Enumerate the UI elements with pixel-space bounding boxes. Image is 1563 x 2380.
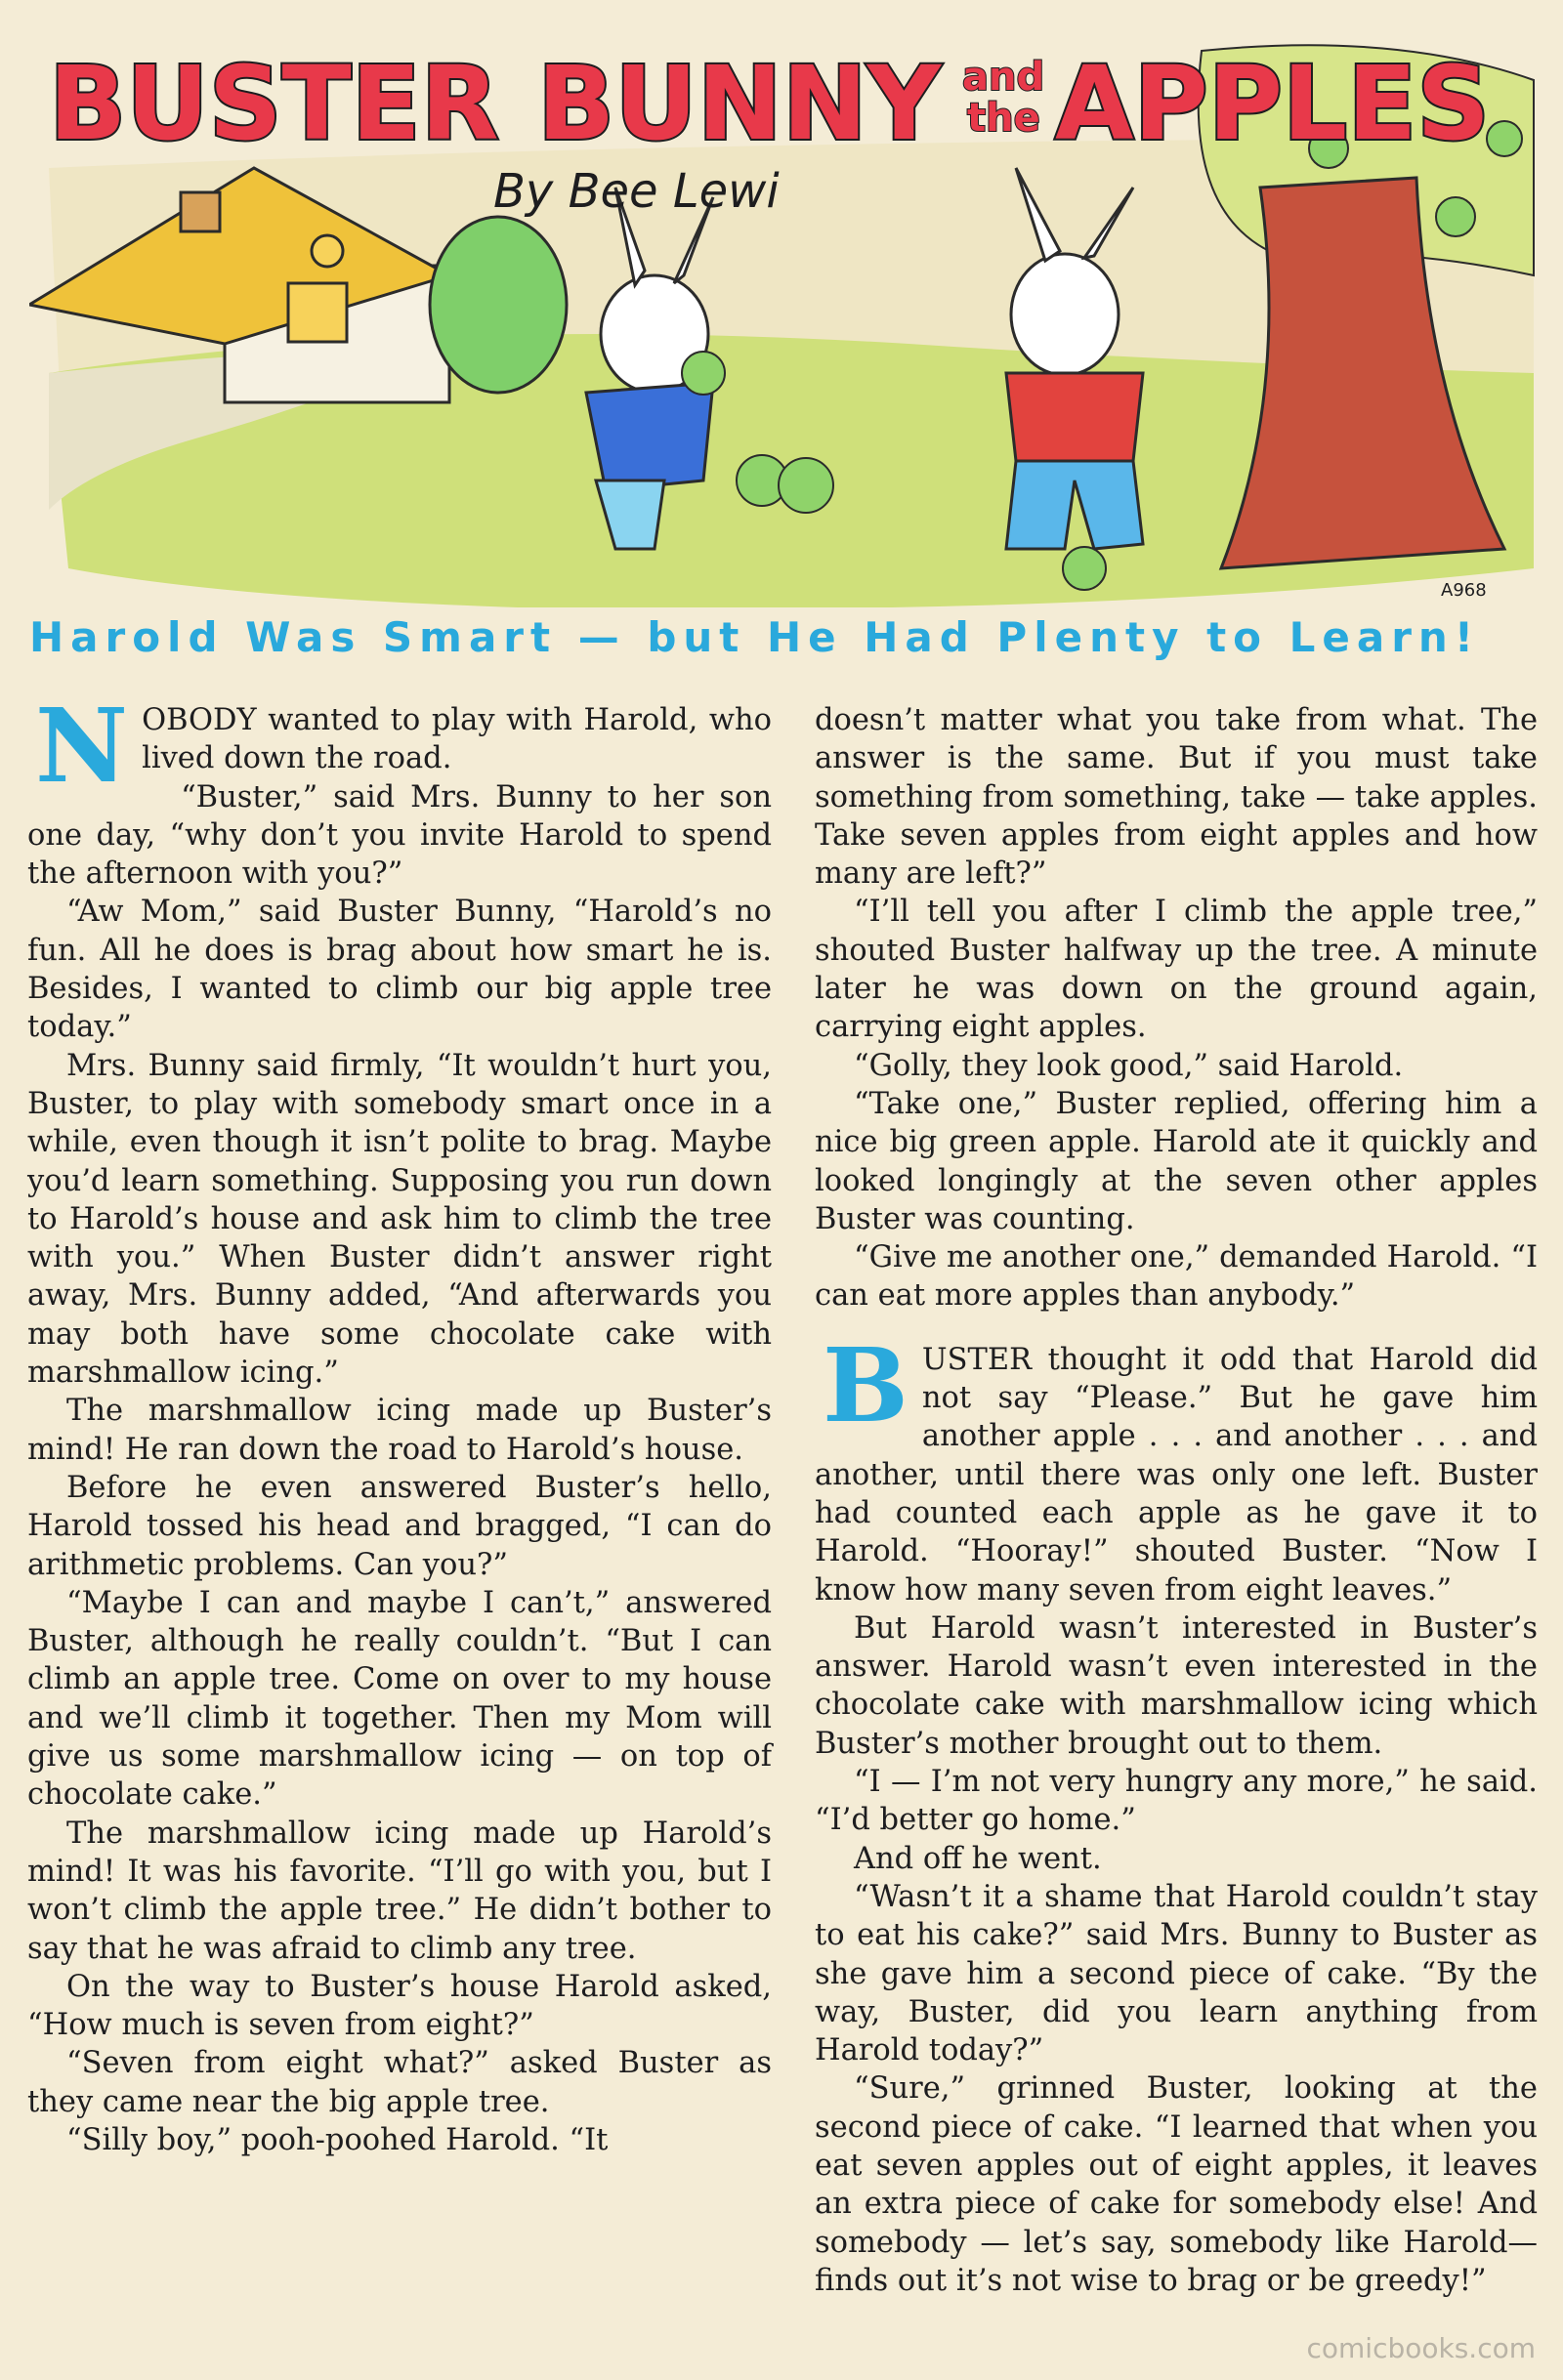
story-paragraph (27, 2044, 772, 2121)
title-illustration (29, 21, 1553, 607)
story-paragraph (815, 893, 1538, 1046)
story-paragraph (815, 1609, 1538, 1763)
paragraph-text: “Silly boy,” pooh-poohed Harold. “It (66, 2122, 609, 2157)
story-paragraph (27, 1392, 772, 1469)
drop-cap: N (35, 686, 129, 806)
paragraph-text: And off he went. (854, 1841, 1102, 1876)
paragraph-text: doesn’t matter what you take from what. The answer is the same. But if you must take something from something, take — take apples. Take seven apples from eight apples and how many are left?” (815, 703, 1538, 892)
title-word-apples: APPLES (1055, 44, 1491, 163)
paragraph-text: The marshmallow icing made up Harold’s mind! It was his favorite. “I’ll go with you, but I won’t climb the apple tree.” He didn’t bother to say that he was afraid to climb any tree. (27, 1816, 772, 1966)
paragraph-text: “I — I’m not very hungry any more,” he said. “I’d better go home.” (815, 1765, 1538, 1838)
story-paragraph (27, 1584, 772, 1815)
story-subtitle: Harold Was Smart — but He Had Plenty to Learn! (29, 613, 1480, 661)
story-paragraph (27, 778, 772, 894)
story-paragraph (27, 1469, 772, 1584)
title-word-buster: BUSTER (49, 44, 499, 163)
left-text-column (27, 686, 772, 2159)
story-paragraph (815, 1085, 1538, 1238)
paragraph-text: “Aw Mom,” said Buster Bunny, “Harold’s no fun. All he does is brag about how smart he is. Besides, I wanted to climb our big apple tree today.” (27, 895, 772, 1045)
story-paragraph (815, 1840, 1538, 1878)
byline: By Bee Lewi (493, 164, 780, 219)
title-word-and: and (962, 55, 1045, 100)
paragraph-text: “Sure,” grinned Buster, looking at the second piece of cake. “I learned that when you eat seven apples out of eight apples, it leaves an extra piece of cake for somebody else! And somebody — let’s say, somebody like Harold—finds out it’s not wise to brag or be greedy!” (815, 2071, 1538, 2298)
paragraph-text: USTER thought it odd that Harold did not say “Please.” But he gave him another apple . . . and another . . . and another, until there was only one left. Buster had counted each apple as he gave it to Harold. “Hooray!” shouted Buster. “Now I know how many seven from eight leaves.” (815, 1342, 1538, 1608)
paragraph-text: Before he even answered Buster’s hello, Harold tossed his head and bragged, “I can do arithmetic problems. Can you?” (27, 1470, 772, 1582)
paragraph-text: Mrs. Bunny said firmly, “It wouldn’t hurt you, Buster, to play with somebody smart once in a while, even though it isn’t polite to brag. Maybe you’d learn something. Supposing you run down to Harold’s house and ask him to climb the tree with you.” When Buster didn’t answer right away, Mrs. Bunny added, “And afterwards you may both have some chocolate cake with marshmallow icing.” (27, 1048, 772, 1391)
title-banner (29, 21, 1553, 607)
paragraph-text: “Take one,” Buster replied, offering him a nice big green apple. Harold ate it quickly and looked longingly at the seven other apples Buster was counting. (815, 1086, 1538, 1236)
paragraph-text: “Seven from eight what?” asked Buster as they came near the big apple tree. (27, 2046, 772, 2119)
paragraph-text: “I’ll tell you after I climb the apple tree,” shouted Buster halfway up the tree. A minute later he was down on the ground again, carrying eight apples. (815, 895, 1538, 1045)
title-word-bunny: BUNNY (537, 44, 942, 163)
story-paragraph (27, 686, 772, 806)
story-paragraph (815, 701, 1538, 893)
paragraph-text: “Maybe I can and maybe I can’t,” answered Buster, although he really couldn’t. “But I can climb an apple tree. Come on over to my house and we’ll climb it together. Then my Mom will give us some marshmallow icing — on top of chocolate cake.” (27, 1585, 772, 1813)
paragraph-text: “Golly, they look good,” said Harold. (854, 1048, 1404, 1083)
paragraph-text: “Buster,” said Mrs. Bunny to her son one day, “why don’t you invite Harold to spend the afternoon with you?” (27, 779, 772, 892)
paragraph-text: But Harold wasn’t interested in Buster’s answer. Harold wasn’t even interested in the chocolate cake with marshmallow icing which Buster’s mother brought out to them. (815, 1610, 1538, 1761)
story-paragraph (815, 1047, 1538, 1085)
paragraph-text: The marshmallow icing made up Buster’s mind! He ran down the road to Harold’s house. (27, 1394, 772, 1467)
story-title (49, 44, 1490, 163)
story-paragraph (815, 1763, 1538, 1840)
watermark: comicbooks.com (1306, 2332, 1536, 2364)
story-paragraph (815, 1324, 1538, 1609)
artist-code: A968 (1441, 580, 1487, 601)
story-paragraph (815, 2069, 1538, 2300)
title-word-the: the (967, 96, 1040, 141)
drop-cap: B (823, 1324, 908, 1445)
paragraph-text: On the way to Buster’s house Harold asked, “How much is seven from eight?” (27, 1969, 772, 2043)
paragraph-gap (815, 1315, 1538, 1341)
story-paragraph (27, 1815, 772, 1968)
story-paragraph (27, 893, 772, 1046)
bush-illustration (430, 217, 567, 393)
paragraph-text: “Wasn’t it a shame that Harold couldn’t stay to eat his cake?” said Mrs. Bunny to Buster as she gave him a second piece of cake. “By the way, Buster, did you learn anything from Harold today?” (815, 1879, 1538, 2068)
paragraph-text: “Give me another one,” demanded Harold. “I can eat more apples than anybody.” (815, 1240, 1538, 1314)
story-paragraph (815, 1238, 1538, 1315)
story-paragraph (27, 2121, 772, 2159)
story-paragraph (815, 1878, 1538, 2069)
story-paragraph (27, 1047, 772, 1393)
right-text-column (815, 701, 1538, 2300)
paragraph-text: OBODY wanted to play with Harold, who lived down the road. (142, 703, 772, 776)
story-paragraph (27, 1968, 772, 2045)
